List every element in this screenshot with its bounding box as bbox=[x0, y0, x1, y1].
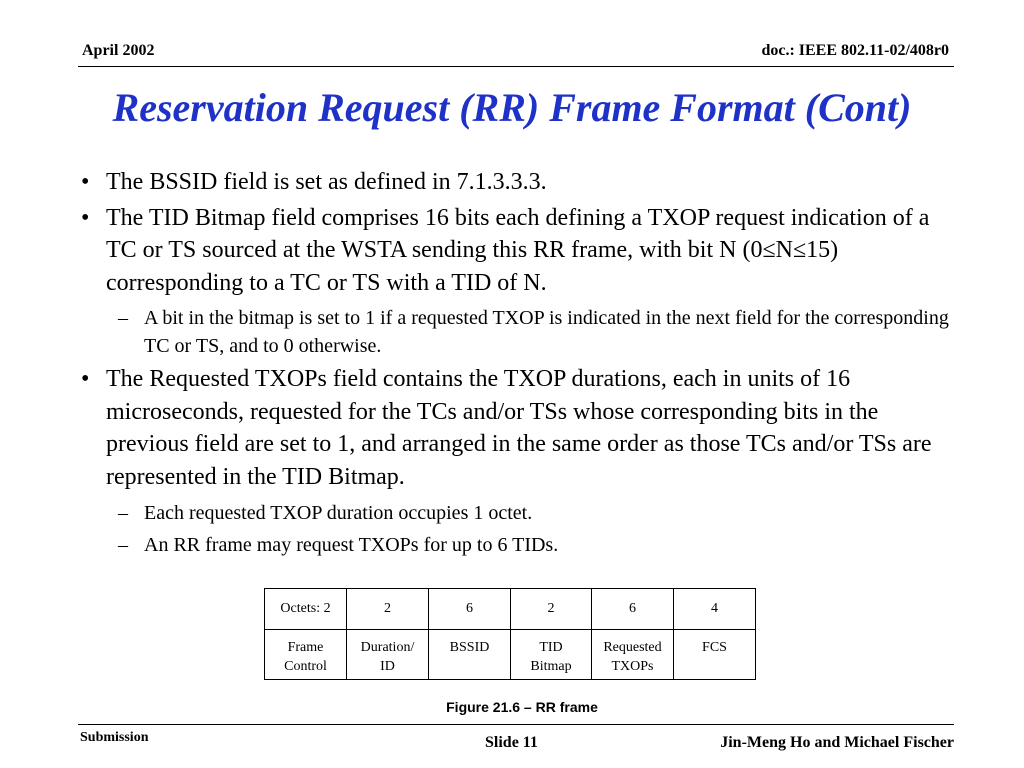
footer-rule bbox=[78, 724, 954, 725]
footer-authors: Jin-Meng Ho and Michael Fischer bbox=[720, 734, 954, 751]
figure-caption: Figure 21.6 – RR frame bbox=[446, 699, 598, 715]
octets-cell: 2 bbox=[511, 589, 592, 630]
field-frame-control: Frame Control bbox=[265, 630, 347, 680]
sub-bullet-marker: – bbox=[118, 502, 128, 524]
footer-submission: Submission bbox=[80, 730, 149, 745]
bullet-text: The BSSID field is set as defined in 7.1.3.3.3. bbox=[106, 169, 547, 195]
sub-bullet-text: An RR frame may request TXOPs for up to 6 TIDs. bbox=[144, 534, 559, 556]
field-name-row bbox=[265, 630, 756, 680]
sub-bullet-marker: – bbox=[118, 534, 128, 556]
field-tid-bitmap: TID Bitmap bbox=[511, 630, 592, 680]
field-fcs: FCS bbox=[674, 630, 756, 680]
bullet-text: The Requested TXOPs field contains the TXOP durations, each in units of 16 microseconds, requested for the TCs and/or TSs whose corresponding bits in the previous field are set to 1, and arranged in the same order as those TCs and/or TSs are represented in the TID Bitmap. bbox=[106, 366, 932, 490]
octets-row bbox=[265, 589, 756, 630]
bullet-item bbox=[80, 202, 960, 300]
sub-bullet-text: Each requested TXOP duration occupies 1 octet. bbox=[144, 502, 533, 524]
octets-cell: 6 bbox=[429, 589, 511, 630]
footer-slide-number: Slide 11 bbox=[485, 734, 538, 751]
bullet-marker: • bbox=[81, 169, 90, 195]
field-requested-txops: Requested TXOPs bbox=[592, 630, 674, 680]
sub-bullet-item bbox=[80, 304, 960, 360]
header-doc-number: doc.: IEEE 802.11-02/408r0 bbox=[761, 42, 949, 59]
field-bssid: BSSID bbox=[429, 630, 511, 680]
header-date: April 2002 bbox=[82, 42, 155, 59]
bullet-item bbox=[80, 166, 960, 199]
octets-cell: 6 bbox=[592, 589, 674, 630]
octets-cell: 4 bbox=[674, 589, 756, 630]
octets-label-cell: Octets: 2 bbox=[265, 589, 347, 630]
octets-cell: 2 bbox=[347, 589, 429, 630]
bullet-list bbox=[80, 163, 960, 559]
bullet-item bbox=[80, 363, 960, 493]
sub-bullet-item bbox=[80, 531, 960, 559]
sub-bullet-marker: – bbox=[118, 307, 128, 329]
bullet-text: The TID Bitmap field comprises 16 bits each defining a TXOP request indication of a TC or TS sourced at the WSTA sending this RR frame, with bit N (0≤N≤15) corresponding to a TC or TS with a TID of N. bbox=[106, 204, 930, 296]
bullet-marker: • bbox=[81, 204, 90, 231]
sub-bullet-text: A bit in the bitmap is set to 1 if a requested TXOP is indicated in the next field for the corresponding TC or TS, and to 0 otherwise. bbox=[144, 307, 949, 357]
field-duration-id: Duration/ ID bbox=[347, 630, 429, 680]
bullet-marker: • bbox=[81, 366, 90, 392]
rr-frame-format-table bbox=[264, 588, 756, 680]
header-rule bbox=[78, 66, 954, 67]
slide-title: Reservation Request (RR) Frame Format (Cont) bbox=[112, 85, 912, 130]
sub-bullet-item bbox=[80, 499, 960, 527]
